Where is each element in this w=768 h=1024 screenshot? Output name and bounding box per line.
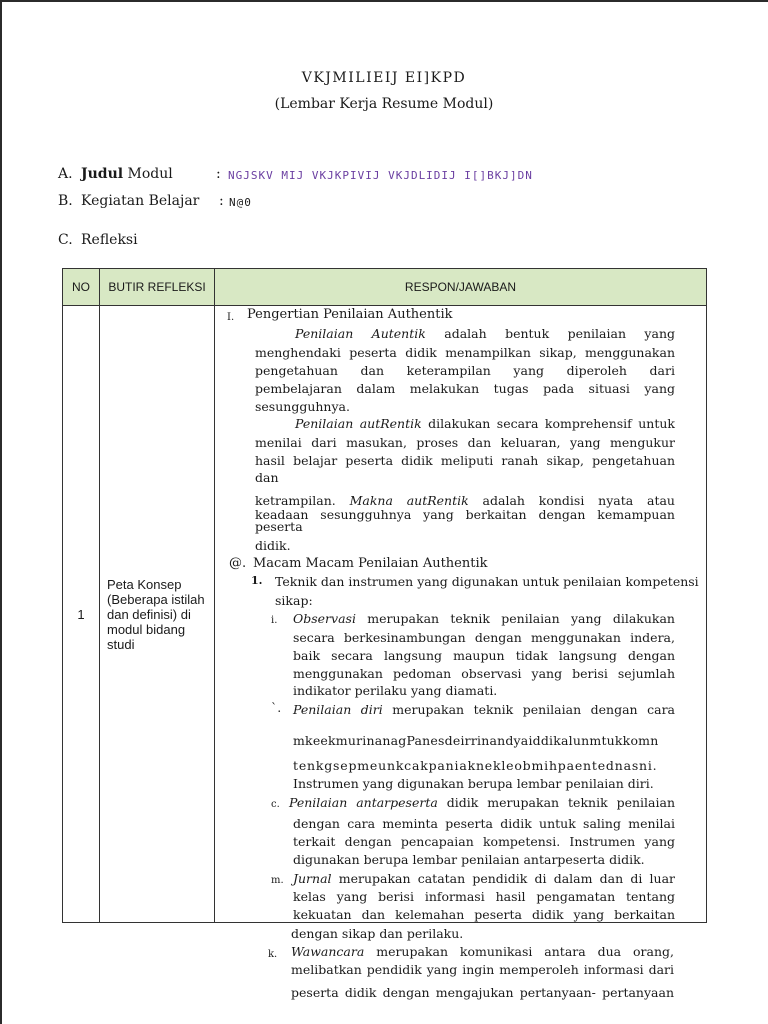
paragraph-line: Observasi merupakan teknik penilaian yang dilakukan (293, 611, 675, 626)
paragraph-line: Penilaian diri merupakan teknik penilaian dengan cara (293, 702, 675, 717)
paragraph-line: hasil belajar peserta didik meliputi ranah sikap, pengetahuan (255, 453, 675, 468)
paragraph-line: dan (255, 470, 279, 485)
paragraph-line: Instrumen yang digunakan berupa lembar penilaian diri. (293, 776, 654, 791)
list-marker-m: m. (271, 875, 284, 886)
field-b-marker: B. (58, 193, 73, 209)
row-number: 1 (63, 306, 100, 923)
header-butir-refleksi: BUTIR REFLEKSI (100, 269, 215, 306)
paragraph-line: secara berkesinambungan dengan menggunakan indera, (293, 630, 675, 645)
field-refleksi (58, 232, 138, 248)
document-title: VKJMILIEIJ EI]KPD (301, 70, 467, 86)
paragraph-line: Penilaian autRentik dilakukan secara komprehensif untuk (295, 416, 676, 431)
field-a-value: NGJSKV MIJ VKJKPIVIJ VKJDLIDIJ I[]BKJ]DN (228, 169, 533, 182)
paragraph-line: melibatkan pendidik yang ingin memperoleh informasi dari (291, 962, 674, 977)
paragraph-line: menghendaki peserta didik menampilkan sikap, menggunakan (255, 345, 675, 360)
paragraph-line: digunakan berupa lembar penilaian antarpeserta didik. (293, 852, 645, 867)
row-respon-jawaban (215, 306, 707, 923)
paragraph-line: Teknik dan instrumen yang digunakan untuk penilaian kompetensi (275, 574, 699, 589)
paragraph-line: ketrampilan. Makna autRentik adalah kondisi nyata atau (255, 493, 675, 508)
paragraph-line: peserta didik dengan mengajukan pertanyaan- pertanyaan (291, 985, 674, 1000)
paragraph-line: sesungguhnya. (255, 399, 350, 414)
paragraph-line: peserta (255, 519, 303, 534)
paragraph-line: dengan sikap dan perilaku. (291, 926, 464, 941)
section-heading-pengertian: Pengertian Penilaian Authentik (247, 307, 453, 322)
paragraph-line: indikator perilaku yang diamati. (293, 683, 498, 698)
list-marker-num-1: 1. (251, 574, 263, 587)
paragraph-line: dengan cara meminta peserta didik untuk saling menilai (293, 816, 675, 831)
list-marker-k: k. (268, 949, 278, 960)
list-marker-2: @. (229, 556, 247, 571)
field-a-label-rest: Modul (123, 166, 173, 182)
list-marker-c: c. (271, 799, 280, 810)
row-butir-refleksi: Peta Konsep (Beberapa istilah dan definisi) di modul bidang studi (100, 306, 215, 923)
paragraph-line: pembelajaran dalam melakukan tugas pada situasi yang (255, 381, 675, 396)
paragraph-line: kelas yang berisi informasi hasil pengamatan tentang (293, 889, 675, 904)
list-marker-i: i. (271, 615, 278, 626)
paragraph-line: terkait dengan pencapaian kompetensi. Instrumen yang (293, 834, 675, 849)
paragraph-line: keadaan sesungguhnya yang berkaitan dengan kemampuan (255, 507, 675, 522)
paragraph-line: sikap: (275, 593, 313, 608)
field-b-colon: : (219, 193, 224, 209)
field-a-label-bold: Judul (81, 166, 124, 182)
field-judul-modul (58, 166, 533, 182)
paragraph-line: menggunakan pedoman observasi yang berisi sejumlah (293, 666, 675, 681)
paragraph-line: kekuatan dan kelemahan peserta didik yang berkaitan (293, 907, 675, 922)
garbled-text-line: mkeekmurinanagPanesdeirrinandyaiddikalunmtukkomn (293, 733, 659, 748)
paragraph-line: menilai dari masukan, proses dan keluaran, yang mengukur (255, 435, 675, 450)
header-no: NO (63, 269, 100, 306)
table-row (63, 306, 707, 923)
field-b-label: Kegiatan Belajar (81, 193, 200, 209)
list-marker-ii: `. (271, 700, 282, 715)
page-border-left (0, 0, 2, 1024)
field-a-colon: : (216, 166, 221, 182)
refleksi-table (62, 268, 707, 923)
paragraph-line: baik secara langsung maupun tidak langsung dengan (293, 648, 675, 663)
paragraph-line: pengetahuan dan keterampilan yang diperoleh dari (255, 363, 675, 378)
document-subtitle: (Lembar Kerja Resume Modul) (274, 96, 494, 112)
header-respon-jawaban: RESPON/JAWABAN (215, 269, 707, 306)
field-c-marker: C. (58, 232, 73, 248)
list-marker-1: I. (227, 312, 235, 323)
section-heading-macam: Macam Macam Penilaian Authentik (253, 556, 488, 571)
field-b-value: N@0 (229, 196, 252, 209)
garbled-text-line: tenkgsepmeunkcakpaniaknekleobmihpaentednasni. (293, 758, 658, 773)
paragraph-line: Penilaian antarpeserta didik merupakan teknik penilaian (289, 795, 675, 810)
field-a-marker: A. (58, 166, 73, 182)
page-border-top (0, 0, 768, 2)
paragraph-line: didik. (255, 538, 291, 553)
field-a-label (81, 166, 173, 182)
paragraph-line: Wawancara merupakan komunikasi antara dua orang, (291, 944, 674, 959)
field-kegiatan-belajar (58, 193, 252, 209)
paragraph-line: Jurnal merupakan catatan pendidik di dalam dan di luar (293, 871, 675, 886)
paragraph-line: Penilaian Autentik adalah bentuk penilaian yang (295, 326, 675, 341)
table-header-row (63, 269, 707, 306)
field-c-label: Refleksi (81, 232, 138, 248)
